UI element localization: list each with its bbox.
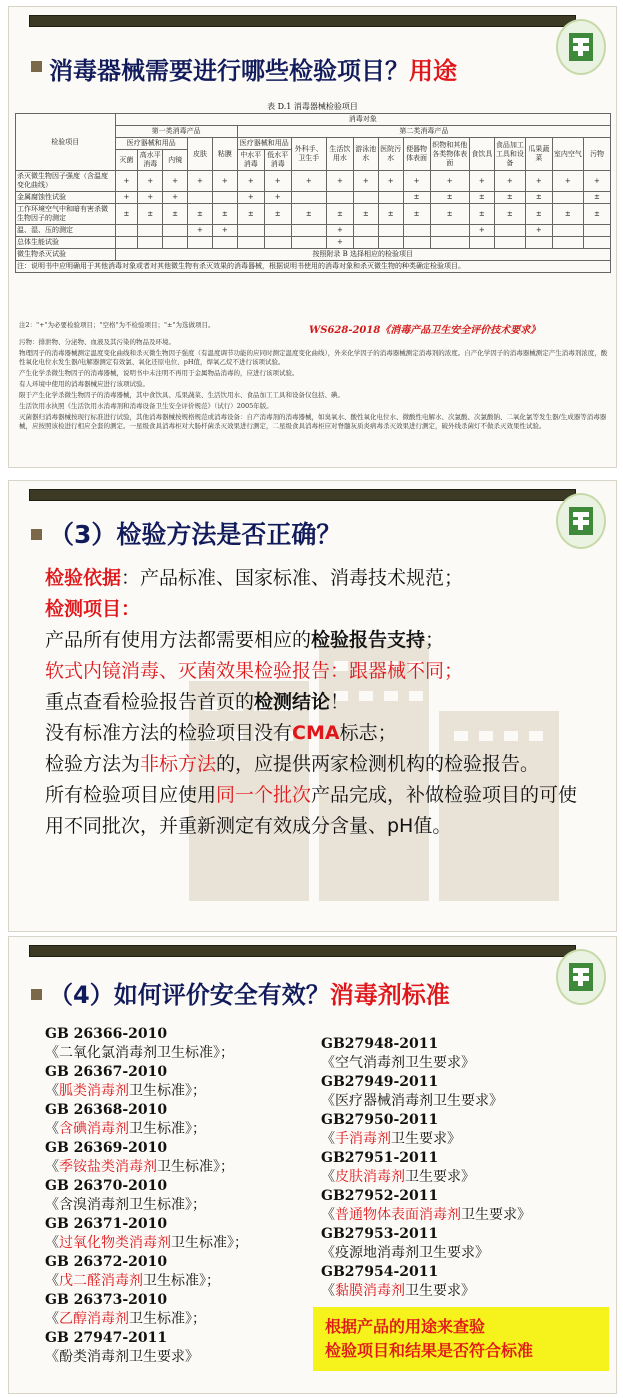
- standard-code: GB27950-2011: [321, 1112, 439, 1128]
- standard-title: [45, 1348, 248, 1367]
- line6-a: 所有检验项目应使用: [45, 784, 217, 806]
- header-mid: 中水平消毒: [237, 150, 264, 171]
- table-body: [16, 171, 611, 261]
- table-cell: ±: [430, 204, 469, 225]
- inspection-items-table: [15, 113, 611, 273]
- table-cell: +: [525, 171, 552, 192]
- standard-title: [45, 1196, 248, 1215]
- header-high: 高水平消毒: [138, 150, 163, 171]
- line-conclusion: [45, 687, 595, 718]
- table-cell: [291, 237, 326, 249]
- line5-c: 的，应提供两家检测机构的检验报告。: [216, 753, 540, 775]
- table-cell: ±: [469, 192, 494, 204]
- table-cell: +: [430, 171, 469, 192]
- table-cell: +: [494, 171, 525, 192]
- line-report-support: [45, 625, 595, 656]
- table-cell: ±: [469, 204, 494, 225]
- line1-b: 检验报告支持: [311, 629, 426, 651]
- table-cell: ±: [188, 204, 213, 225]
- table-cell: ±: [430, 192, 469, 204]
- standard-code: GB27951-2011: [321, 1150, 439, 1166]
- title-highlight: 用途: [409, 57, 457, 85]
- line4-a: 没有标准方法的检验项目没有: [45, 722, 293, 744]
- standard-code: GB27952-2011: [321, 1188, 439, 1204]
- standard-title-red: 胍类消毒剂: [59, 1083, 129, 1099]
- table-cell: +: [138, 171, 163, 192]
- standard-reference: WS628-2018《消毒产品卫生安全评价技术要求》: [309, 325, 541, 336]
- table-cell: ±: [583, 192, 610, 204]
- line4-b: CMA: [292, 722, 340, 744]
- standard-code: GB 26371-2010: [45, 1216, 168, 1232]
- header-mucosa: 粘膜: [212, 138, 237, 171]
- table-cell: [403, 225, 430, 237]
- standard-code: GB 27947-2011: [45, 1330, 168, 1346]
- row-label: 温、湿、压的测定: [16, 225, 116, 237]
- slide-disinfection-device-items: [8, 6, 617, 468]
- table-row: [16, 249, 611, 261]
- standard-title: [45, 1234, 248, 1253]
- table-cell: ±: [264, 204, 291, 225]
- table-cell: [469, 237, 494, 249]
- standard-code: GB27948-2011: [321, 1036, 439, 1052]
- table-cell: +: [403, 171, 430, 192]
- hospital-logo-icon: [556, 493, 606, 549]
- highlight-line1: 根据产品的用途来查验: [325, 1317, 486, 1336]
- standard-title-pre: 《二氧化氯消毒剂卫生标准》: [45, 1045, 220, 1061]
- standard-title-pre: 《: [321, 1169, 335, 1185]
- table-cell: [525, 237, 552, 249]
- standard-title-post: 卫生要求》: [405, 1283, 475, 1299]
- table-cell: +: [188, 171, 213, 192]
- table-footnote: 注：说明书中应明确用于其他消毒对象或者对其他微生物有杀灭效果的消毒器械，根据说明书使用的消毒对象和杀灭微生物的种类确定检验项目。: [16, 261, 611, 273]
- line-nonstandard: [45, 749, 595, 780]
- header-sterilize: 灭菌: [115, 150, 138, 171]
- table-row: [16, 225, 611, 237]
- standard-title-pre: 《酚类消毒剂卫生要求》: [45, 1349, 199, 1365]
- table-cell: +: [469, 171, 494, 192]
- table-cell: ±: [378, 204, 403, 225]
- standard-title: [321, 1092, 531, 1111]
- standards-left-column: [45, 1025, 248, 1367]
- line1-a: 产品所有使用方法都需要相应的: [45, 629, 312, 651]
- standard-title-pre: 《: [45, 1273, 59, 1289]
- table-caption: 表 D.1 消毒器械检验项目: [267, 102, 358, 111]
- table-cell: ±: [212, 204, 237, 225]
- table-cell: [403, 237, 430, 249]
- header-endoscope: 内镜: [163, 150, 188, 171]
- table-cell: ±: [494, 192, 525, 204]
- table-cell: [264, 237, 291, 249]
- standard-title-post: 卫生标准》；: [143, 1273, 220, 1289]
- standard-title: [45, 1082, 248, 1101]
- standard-title-post: 卫生要求》: [405, 1169, 475, 1185]
- note-line: 注2："+"为必要检验项目；"空格"为不检验项目；"±"为选做项目。: [19, 321, 215, 329]
- table-cell: ±: [552, 204, 583, 225]
- header-excreta: 便器物体表面: [403, 138, 430, 171]
- title-bar: [29, 15, 576, 27]
- standard-title: [321, 1168, 531, 1187]
- table-cell: +: [212, 225, 237, 237]
- table-cell: +: [115, 192, 138, 204]
- standard-title: [45, 1310, 248, 1329]
- standard-code: GB27954-2011: [321, 1264, 439, 1280]
- table-cell: +: [264, 171, 291, 192]
- standard-title-red: 季铵盐类消毒剂: [59, 1159, 157, 1175]
- standard-title-post: 卫生要求》: [461, 1207, 531, 1223]
- row-label: 工作环境空气中和暗有害杀微生物因子的测定: [16, 204, 116, 225]
- table-cell: +: [353, 171, 378, 192]
- table-cell: ±: [403, 192, 430, 204]
- standard-title-pre: 《空气消毒剂卫生要求》: [321, 1055, 475, 1071]
- table-cell: +: [163, 192, 188, 204]
- standard-title: [321, 1282, 531, 1301]
- highlight-line2: 检验项目和结果是否符合标准: [325, 1341, 534, 1360]
- standard-title-red: 手消毒剂: [335, 1131, 391, 1147]
- conclusion-highlight: [313, 1307, 609, 1371]
- standard-title: [45, 1044, 248, 1063]
- table-cell: [378, 192, 403, 204]
- standard-code: GB 26367-2010: [45, 1064, 168, 1080]
- table-cell: [115, 225, 138, 237]
- standard-title-post: 卫生标准》；: [129, 1083, 206, 1099]
- standard-code: GB 26369-2010: [45, 1140, 168, 1156]
- standard-title-post: 卫生标准》；: [129, 1121, 206, 1137]
- header-fruit: 瓜果蔬菜: [525, 138, 552, 171]
- table-footnote-row: [16, 261, 611, 273]
- table-cell: +: [378, 171, 403, 192]
- standard-title-post: 卫生标准》；: [171, 1235, 248, 1251]
- hospital-logo-icon: [556, 19, 606, 75]
- line5-a: 检验方法为: [45, 753, 141, 775]
- slide-disinfectant-standards: [8, 936, 617, 1394]
- standard-title-red: 过氧化物类消毒剂: [59, 1235, 171, 1251]
- table-cell: [212, 192, 237, 204]
- standard-title: [45, 1120, 248, 1139]
- header-row-1: [16, 114, 611, 126]
- table-cell: [494, 237, 525, 249]
- table-cell: [494, 225, 525, 237]
- table-cell: ±: [326, 204, 353, 225]
- table-cell: [237, 237, 264, 249]
- standard-title-post: 卫生标准》；: [157, 1159, 234, 1175]
- header-item: 检验项目: [16, 114, 116, 171]
- standard-title-red: 戊二醛消毒剂: [59, 1273, 143, 1289]
- standard-title-pre: 《: [45, 1083, 59, 1099]
- basis-label: 检验依据: [45, 567, 122, 589]
- standards-right-column: [321, 1035, 531, 1301]
- table-cell: +: [469, 225, 494, 237]
- methods-body: [45, 563, 595, 842]
- table-notes: [19, 321, 609, 433]
- header-hospital-waste: 医院污水: [378, 138, 403, 171]
- note-line: 污物：排泄物、分泌物、血液及其污染的物品及环境。: [19, 338, 175, 346]
- header-fabric: 织物和其他各类物体表面: [430, 138, 469, 171]
- hospital-logo-icon: [556, 949, 606, 1005]
- standard-title: [321, 1244, 531, 1263]
- table-row: [16, 192, 611, 204]
- line3-b: 检测结论: [254, 691, 331, 713]
- standard-title-red: 含碘消毒剂: [59, 1121, 129, 1137]
- header-medical2: 医疗器械和用品: [237, 138, 291, 150]
- line-cma: [45, 718, 595, 749]
- table-cell: ±: [237, 204, 264, 225]
- row-label: 金属腐蚀性试验: [16, 192, 116, 204]
- title-highlight: 消毒剂标准: [329, 981, 450, 1009]
- row-label: 总体生能试验: [16, 237, 116, 249]
- table-cell: +: [237, 192, 264, 204]
- standard-title-red: 黏膜消毒剂: [335, 1283, 405, 1299]
- header-target: 消毒对象: [115, 114, 611, 126]
- title-bullet: [31, 989, 42, 1000]
- table-cell: [291, 225, 326, 237]
- standard-title-pre: 《医疗器械消毒剂卫生要求》: [321, 1093, 503, 1109]
- standard-title-pre: 《疫源地消毒剂卫生要求》: [321, 1245, 489, 1261]
- table-cell: ±: [494, 204, 525, 225]
- table-row: [16, 237, 611, 249]
- line5-b: 非标方法: [140, 753, 217, 775]
- standard-title: [45, 1272, 248, 1291]
- table-cell: [552, 237, 583, 249]
- table-cell: [115, 237, 138, 249]
- table-cell: [430, 237, 469, 249]
- line6-b: 同一个批次: [216, 784, 312, 806]
- standard-title-post: 卫生要求》: [391, 1131, 461, 1147]
- header-tableware: 食饮具: [469, 138, 494, 171]
- note-line: 有人环境中使用的消毒器械应进行该项试验。: [19, 380, 149, 388]
- note-line: 产生化学杀微生物因子的消毒器械，说明书中未注明不再用于金属物品消毒的，应进行该项试验。: [19, 369, 299, 377]
- standard-code: GB 26370-2010: [45, 1178, 168, 1194]
- line-endoscope: 软式内镜消毒、灭菌效果检验报告：跟器械不同；: [45, 660, 464, 682]
- standard-title-pre: 《: [321, 1207, 335, 1223]
- table-cell: +: [583, 171, 610, 192]
- table-cell: [264, 225, 291, 237]
- table-cell: [138, 237, 163, 249]
- standard-title-pre: 《含溴消毒剂卫生标准》；: [45, 1197, 206, 1213]
- table-row: [16, 171, 611, 192]
- title-bullet: [31, 61, 42, 72]
- note-line: 物理因子的消毒器械测定温度变化曲线和杀灭微生物因子强度（有温度调节功能的应同时测定温度变化曲线），外来化学因子的消毒器械测定消毒剂的浓度。自产化学因子的消毒器械测定产生消毒剂浓度，酸性氧化电位水发生器/电解器测定有效氯、氧化还原电位、pH值，焊氧乙烷不进行该项试验。: [19, 349, 608, 366]
- table-cell: [552, 192, 583, 204]
- line3-a: 重点查看检验报告首页的: [45, 691, 255, 713]
- table-cell: +: [212, 171, 237, 192]
- slide-inspection-methods: [8, 480, 617, 932]
- table-cell: [326, 192, 353, 204]
- table-cell: [583, 225, 610, 237]
- table-cell: [583, 237, 610, 249]
- header-medical: 医疗器械和用品: [115, 138, 188, 150]
- row-label: 杀灭微生物因子强度（含温度变化曲线）: [16, 171, 116, 192]
- table-cell: [353, 192, 378, 204]
- note-line: 限于产生化学杀微生物因子的消毒器械，其中食饮具、瓜果蔬菜、生活饮用水、食品加工工具和设备仅包括、碘。: [19, 391, 344, 399]
- merged-cell: 按照附录 B 选择相应的检验项目: [115, 249, 611, 261]
- table-cell: [188, 237, 213, 249]
- table-cell: [353, 237, 378, 249]
- table-cell: [212, 237, 237, 249]
- table-cell: [378, 237, 403, 249]
- table-cell: [163, 237, 188, 249]
- table-cell: +: [115, 171, 138, 192]
- header-food-tools: 食品加工工具和设备: [494, 138, 525, 171]
- table-cell: [188, 192, 213, 204]
- table-cell: +: [326, 171, 353, 192]
- table-cell: [378, 225, 403, 237]
- items-label: 检测项目：: [45, 598, 141, 620]
- slide-title: [49, 975, 450, 1010]
- table-cell: ±: [353, 204, 378, 225]
- table-cell: +: [237, 171, 264, 192]
- title-main: （4）如何评价安全有效？: [49, 981, 330, 1009]
- header-water: 生活饮用水: [326, 138, 353, 171]
- line6-c: 产品完成，补做检验项目的可使用不同批次，并重新测定有效成分含量、pH值。: [45, 784, 578, 837]
- standard-code: GB27953-2011: [321, 1226, 439, 1242]
- title-bullet: [31, 529, 42, 540]
- table-cell: +: [264, 192, 291, 204]
- standard-title: [45, 1158, 248, 1177]
- standard-title-post: 卫生标准》；: [129, 1311, 206, 1327]
- basis-text: ：产品标准、国家标准、消毒技术规范；: [121, 567, 464, 589]
- standard-code: GB 26372-2010: [45, 1254, 168, 1270]
- standard-title: [321, 1130, 531, 1149]
- table-cell: ±: [403, 204, 430, 225]
- basis-line: [45, 563, 595, 594]
- title-bar: [29, 489, 576, 501]
- table-cell: ±: [138, 204, 163, 225]
- header-pool: 游泳池水: [353, 138, 378, 171]
- row-label: 微生物杀灭试验: [16, 249, 116, 261]
- slide-title: [49, 51, 457, 86]
- standard-code: GB 26366-2010: [45, 1026, 168, 1042]
- line4-c: 标志；: [339, 722, 397, 744]
- header-class1: 第一类消毒产品: [115, 126, 237, 138]
- title-main: 消毒器械需要进行哪些检验项目？: [49, 57, 409, 85]
- table-cell: [552, 225, 583, 237]
- standard-title-red: 乙醇消毒剂: [59, 1311, 129, 1327]
- table-cell: ±: [115, 204, 138, 225]
- header-dirt: 污物: [583, 138, 610, 171]
- standard-title: [321, 1206, 531, 1225]
- line-batch: [45, 780, 595, 842]
- table-cell: +: [326, 225, 353, 237]
- header-skin: 皮肤: [188, 138, 213, 171]
- table-cell: +: [525, 225, 552, 237]
- table-cell: ±: [583, 204, 610, 225]
- standard-title-red: 普通物体表面消毒剂: [335, 1207, 461, 1223]
- standard-code: GB27949-2011: [321, 1074, 439, 1090]
- header-low: 低水平消毒: [264, 150, 291, 171]
- standard-title-pre: 《: [321, 1131, 335, 1147]
- standard-title-pre: 《: [45, 1159, 59, 1175]
- standard-title-red: 皮肤消毒剂: [335, 1169, 405, 1185]
- table-cell: +: [188, 225, 213, 237]
- note-line: 生活饮用水执照《生活饮用水消毒剂和消毒设备卫生安全评价规范》（试行）2005年版。: [19, 402, 273, 410]
- line1-c: ；: [425, 629, 445, 651]
- table-cell: +: [138, 192, 163, 204]
- standard-code: GB 26373-2010: [45, 1292, 168, 1308]
- header-class2: 第二类消毒产品: [237, 126, 610, 138]
- note-line: 灭菌器归消毒器械按现行标准进行试验，其他消毒器械按规格规范或消毒设备：自产消毒剂的消毒器械，如臭氧水、酸性氧化电位水、微酸性电解水、次氯酸、次氯酸钠、二氧化氯等发生器/生成器等消毒器械，应按照该检进行相应全套的测定。一星级食具消毒柜对大肠杆菌杀灭效果进行测定，二星级食具消毒柜应对脊髓灰质炎病毒杀灭效果进行测定，破外线杀菌灯不做杀灭效果性试验。: [19, 413, 607, 430]
- table-cell: +: [552, 171, 583, 192]
- table-cell: ±: [525, 192, 552, 204]
- table-cell: ±: [291, 204, 326, 225]
- line3-c: ！: [330, 691, 350, 713]
- standard-title-pre: 《: [45, 1121, 59, 1137]
- slide-title: （3）检验方法是否正确？: [49, 520, 342, 549]
- table-cell: [430, 225, 469, 237]
- table-cell: [291, 192, 326, 204]
- standard-title-pre: 《: [45, 1311, 59, 1327]
- standard-title-pre: 《: [321, 1283, 335, 1299]
- table-cell: +: [163, 171, 188, 192]
- table-cell: [163, 225, 188, 237]
- table-cell: [353, 225, 378, 237]
- table-row: [16, 204, 611, 225]
- standard-title-post: ；: [220, 1045, 234, 1061]
- header-air: 室内空气: [552, 138, 583, 171]
- standard-code: GB 26368-2010: [45, 1102, 168, 1118]
- table-cell: +: [291, 171, 326, 192]
- table-cell: ±: [525, 204, 552, 225]
- table-cell: +: [326, 237, 353, 249]
- standard-title-pre: 《: [45, 1235, 59, 1251]
- table-cell: [138, 225, 163, 237]
- title-bar: [29, 945, 576, 957]
- header-hand: 外科手、卫生手: [291, 138, 326, 171]
- table-cell: [237, 225, 264, 237]
- standard-title: [321, 1054, 531, 1073]
- table-cell: ±: [163, 204, 188, 225]
